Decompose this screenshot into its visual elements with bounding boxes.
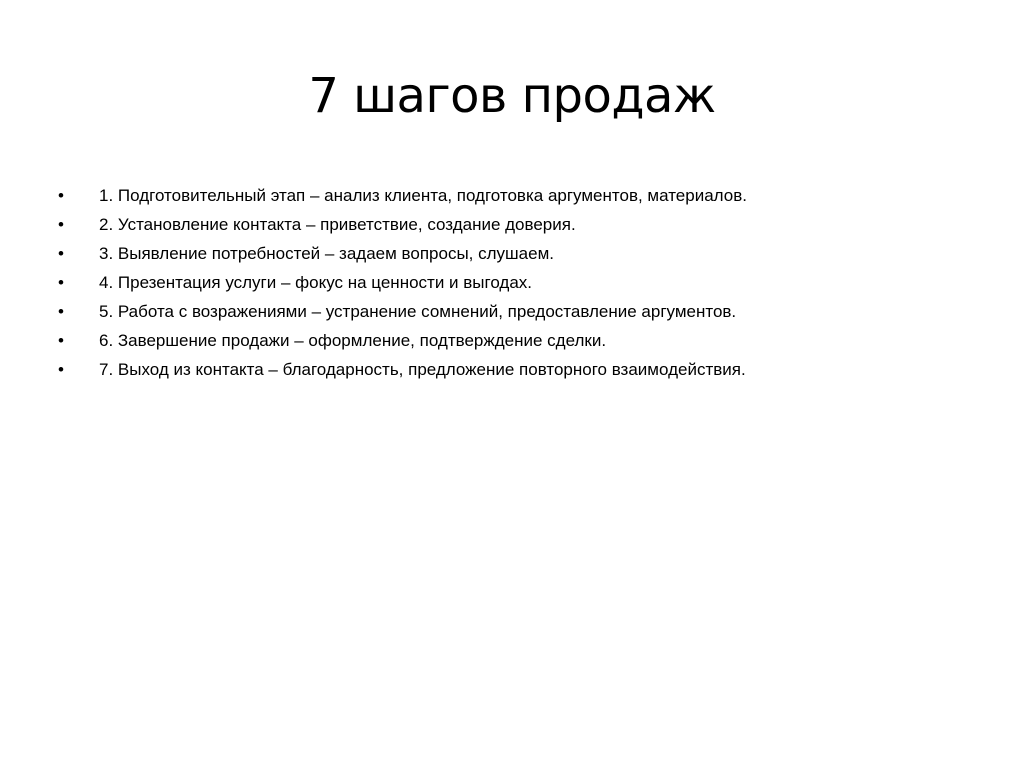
list-item-text: 1. Подготовительный этап – анализ клиента, подготовка аргументов, материалов. <box>99 186 747 205</box>
bullet-icon: • <box>58 215 64 234</box>
list-item <box>58 181 998 210</box>
bullet-icon: • <box>58 244 64 263</box>
list-item <box>58 355 998 384</box>
list-item <box>58 239 998 268</box>
slide-title: 7 шагов продаж <box>308 68 716 124</box>
bullet-list <box>58 181 998 384</box>
list-item-text: 3. Выявление потребностей – задаем вопросы, слушаем. <box>99 244 554 263</box>
list-item-text: 6. Завершение продажи – оформление, подтверждение сделки. <box>99 331 607 350</box>
list-item <box>58 210 998 239</box>
bullet-icon: • <box>58 186 64 205</box>
list-item <box>58 326 998 355</box>
list-item-text: 7. Выход из контакта – благодарность, предложение повторного взаимодействия. <box>99 360 746 379</box>
list-item-text: 5. Работа с возражениями – устранение сомнений, предоставление аргументов. <box>99 302 737 321</box>
bullet-icon: • <box>58 273 64 292</box>
bullet-icon: • <box>58 331 64 350</box>
bullet-icon: • <box>58 360 64 379</box>
list-item-text: 2. Установление контакта – приветствие, создание доверия. <box>99 215 576 234</box>
list-item-text: 4. Презентация услуги – фокус на ценности и выгодах. <box>99 273 533 292</box>
bullet-icon: • <box>58 302 64 321</box>
list-item <box>58 268 998 297</box>
list-item <box>58 297 998 326</box>
